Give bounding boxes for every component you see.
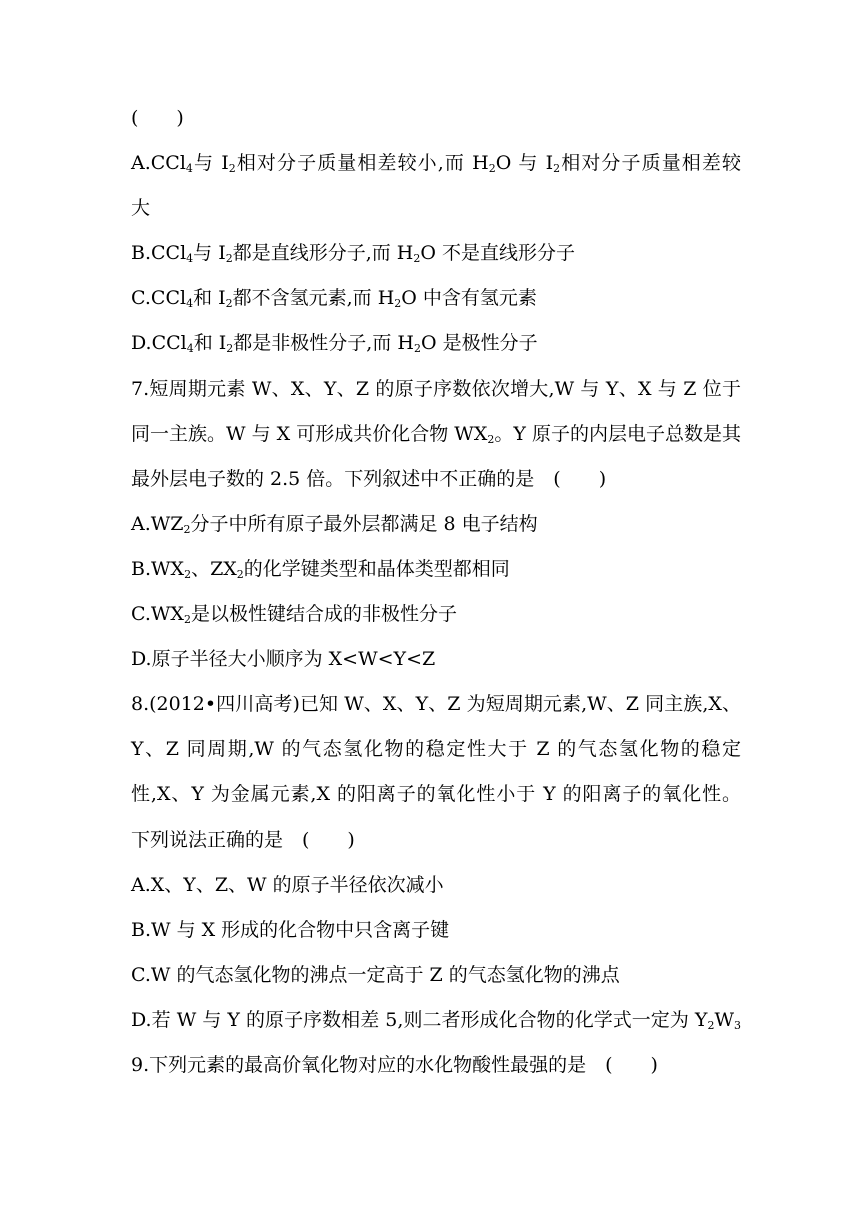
subscript: 2 [394, 297, 402, 311]
text-run: B.W 与 X 形成的化合物中只含离子键 [131, 918, 450, 941]
text-run: C.W 的气态氢化物的沸点一定高于 Z 的气态氢化物的沸点 [131, 963, 620, 986]
subscript: 2 [413, 342, 421, 356]
text-run: 同一主族。W 与 X 可形成共价化合物 WX [131, 422, 488, 445]
subscript: 2 [225, 252, 233, 266]
subscript: 2 [553, 162, 561, 176]
text-run: A.WZ [131, 512, 184, 535]
text-run: O 与 I [495, 152, 554, 175]
text-line [131, 555, 751, 583]
text-run: 8.(2012•四川高考)已知 W、X、Y、Z 为短周期元素,W、Z 同主族,X、 [131, 693, 741, 716]
text-run: O 不是直线形分子 [420, 242, 575, 265]
text-run: 相对分子质量相差较小,而 H [235, 152, 489, 175]
text-run: A.CCl [131, 152, 186, 175]
text-run: A.X、Y、Z、W 的原子半径依次减小 [131, 873, 444, 896]
text-run: O 是极性分子 [420, 332, 538, 355]
text-run: C.CCl [131, 287, 187, 310]
text-run: 性,X、Y 为金属元素,X 的阳离子的氧化性小于 Y 的阳离子的氧化性。 [131, 783, 741, 806]
text-line [131, 871, 751, 899]
text-line [131, 916, 751, 944]
text-run: 。Y 原子的内层电子总数是其 [494, 422, 741, 445]
subscript: 2 [184, 567, 192, 581]
text-line [131, 239, 751, 267]
subscript: 2 [707, 1018, 715, 1032]
text-line [131, 645, 751, 673]
text-run: B.WX [131, 557, 185, 580]
text-run: O 中含有氢元素 [401, 287, 537, 310]
text-run: ( ) [131, 107, 184, 129]
text-run: W [714, 1008, 734, 1031]
subscript: 2 [226, 342, 234, 356]
text-line [131, 420, 741, 448]
subscript: 2 [413, 252, 421, 266]
text-line [131, 600, 751, 628]
text-run: B.CCl [131, 242, 187, 265]
subscript: 2 [236, 567, 244, 581]
text-run: D.CCl [131, 332, 187, 355]
subscript: 3 [734, 1018, 741, 1032]
document-page [131, 104, 751, 1096]
subscript: 2 [225, 297, 233, 311]
text-run: 最外层电子数的 2.5 倍。下列叙述中不正确的是 ( ) [131, 467, 607, 490]
subscript: 4 [186, 342, 194, 356]
text-run: D.原子半径大小顺序为 X<W<Y<Z [131, 648, 436, 671]
text-line [131, 375, 741, 403]
text-line [131, 735, 741, 763]
text-line [131, 329, 751, 357]
subscript: 2 [488, 162, 496, 176]
text-run: 都是直线形分子,而 H [232, 242, 414, 265]
text-run: C.WX [131, 603, 184, 626]
subscript: 4 [185, 162, 193, 176]
text-line [131, 194, 751, 222]
subscript: 2 [183, 613, 191, 627]
text-line [131, 826, 751, 854]
text-line [131, 149, 741, 177]
subscript: 2 [228, 162, 236, 176]
text-run: 都是非极性分子,而 H [233, 332, 414, 355]
text-line [131, 104, 751, 132]
subscript: 2 [183, 522, 191, 536]
text-run: 与 I [193, 242, 226, 265]
text-run: Y、Z 同周期,W 的气态氢化物的稳定性大于 Z 的气态氢化物的稳定 [131, 738, 741, 761]
text-run: 都不含氢元素,而 H [232, 287, 395, 310]
text-line [131, 510, 751, 538]
text-line [131, 284, 751, 312]
text-run: 是以极性键结合成的非极性分子 [190, 603, 457, 626]
text-run: 和 I [193, 332, 227, 355]
text-run: 下列说法正确的是 ( ) [131, 828, 355, 851]
subscript: 4 [186, 297, 194, 311]
text-run: D.若 W 与 Y 的原子序数相差 5,则二者形成化合物的化学式一定为 Y [131, 1008, 708, 1031]
text-run: 大 [131, 197, 151, 220]
text-run: 9.下列元素的最高价氧化物对应的水化物酸性最强的是 ( ) [131, 1053, 658, 1076]
text-run: 相对分子质量相差较 [560, 152, 741, 175]
text-run: 、ZX [191, 557, 237, 580]
subscript: 2 [487, 432, 495, 446]
text-line [131, 465, 751, 493]
text-run: 与 I [192, 152, 229, 175]
text-line [131, 1006, 741, 1034]
text-line [131, 690, 741, 718]
subscript: 4 [186, 252, 194, 266]
text-line [131, 961, 751, 989]
text-line [131, 780, 741, 808]
text-run: 7.短周期元素 W、X、Y、Z 的原子序数依次增大,W 与 Y、X 与 Z 位于 [131, 377, 741, 400]
text-run: 的化学键类型和晶体类型都相同 [243, 557, 510, 580]
text-run: 和 I [193, 287, 226, 310]
text-run: 分子中所有原子最外层都满足 8 电子结构 [190, 512, 538, 535]
text-line [131, 1051, 751, 1079]
